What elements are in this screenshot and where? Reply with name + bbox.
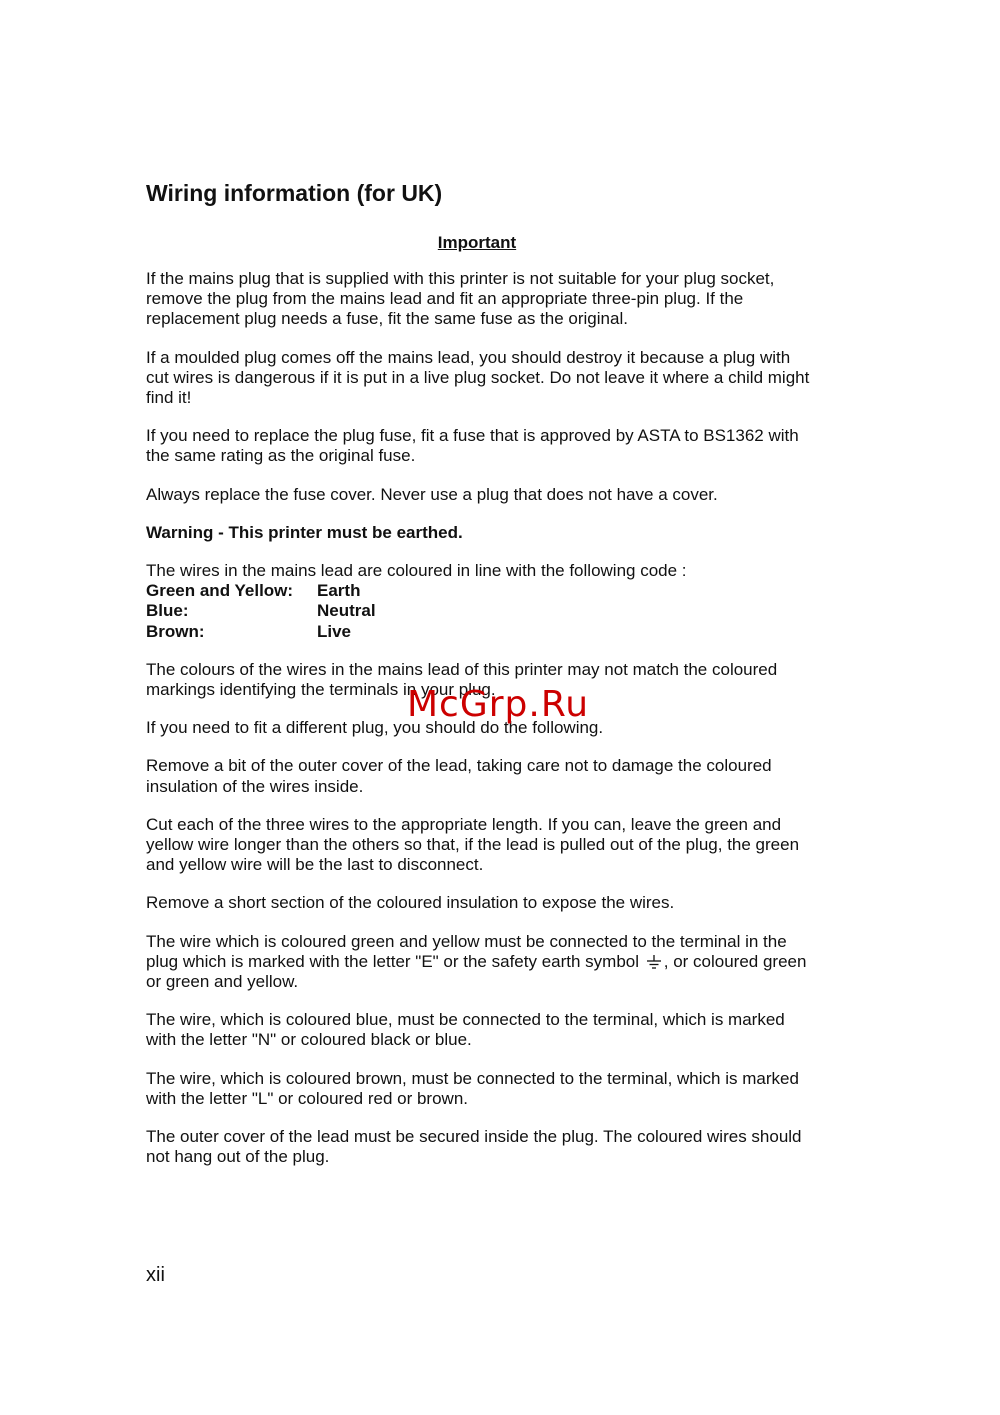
page-number: xii <box>146 1264 165 1286</box>
paragraph-earth-wire <box>146 932 816 993</box>
wire-code-row <box>146 601 816 621</box>
paragraph-outer-cover: The outer cover of the lead must be secured inside the plug. The coloured wires should not hang out of the plug. <box>146 1127 802 1167</box>
earth-wire-text: The wire which is coloured green and yellow must be connected to the terminal in the plug which is marked with the letter "E" or the safety earth symbol <box>146 931 787 971</box>
warning-earthed: Warning - This printer must be earthed. <box>146 522 463 542</box>
wire-colour: Brown: <box>146 621 205 641</box>
paragraph-brown-wire: The wire, which is coloured brown, must be connected to the terminal, which is marked with the letter "L" or coloured red or brown. <box>146 1068 799 1108</box>
earth-symbol-icon <box>644 954 664 970</box>
wire-meaning: Live <box>317 621 352 641</box>
page-title: Wiring information (for UK) <box>146 180 443 206</box>
paragraph-cut-wires: Cut each of the three wires to the appropriate length. If you can, leave the green and yellow wire longer than the others so that, if the lead is pulled out of the plug, the green and yellow wire will be the last to disconnect. <box>146 814 800 875</box>
paragraph-remove-insulation: Remove a short section of the coloured insulation to expose the wires. <box>146 893 675 913</box>
body-text <box>146 269 816 1186</box>
paragraph-remove-cover: Remove a bit of the outer cover of the lead, taking care not to damage the coloured insulation of the wires inside. <box>146 756 772 796</box>
wire-colour: Green and Yellow: <box>146 581 294 601</box>
wire-colour: Blue: <box>146 601 189 621</box>
earth-wire-text-end: , or coloured green or green and yellow. <box>146 951 807 992</box>
paragraph-fuse-cover: Always replace the fuse cover. Never use a plug that does not have a cover. <box>146 484 718 504</box>
wire-code-section <box>146 561 816 642</box>
paragraph-fit-plug: If you need to fit a different plug, you should do the following. <box>146 718 604 738</box>
paragraph-blue-wire: The wire, which is coloured blue, must be connected to the terminal, which is marked with the letter "N" or coloured black or blue. <box>146 1010 785 1050</box>
important-heading: Important <box>437 233 517 252</box>
watermark: McGrp.Ru <box>407 684 590 725</box>
wire-code-intro: The wires in the mains lead are coloured in line with the following code : <box>146 561 687 581</box>
paragraph-moulded-plug: If a moulded plug comes off the mains lead, you should destroy it because a plug with cut wires is dangerous if it is put in a live plug socket. Do not leave it where a child might find it! <box>146 347 810 408</box>
paragraph-fuse-replacement: If you need to replace the plug fuse, fit a fuse that is approved by ASTA to BS1362 with the same rating as the original fuse. <box>146 426 799 466</box>
paragraph-plug-replacement: If the mains plug that is supplied with this printer is not suitable for your plug socket, remove the plug from the mains lead and fit an appropriate three-pin plug. If the replacement plug needs a fuse, fit the same fuse as the original. <box>146 269 775 329</box>
wire-code-row <box>146 581 816 601</box>
wire-meaning: Earth <box>317 581 361 601</box>
wire-meaning: Neutral <box>317 601 376 621</box>
paragraph-colour-mismatch: The colours of the wires in the mains lead of this printer may not match the coloured markings identifying the terminals in your plug. <box>146 659 778 700</box>
wire-code-row <box>146 622 816 642</box>
